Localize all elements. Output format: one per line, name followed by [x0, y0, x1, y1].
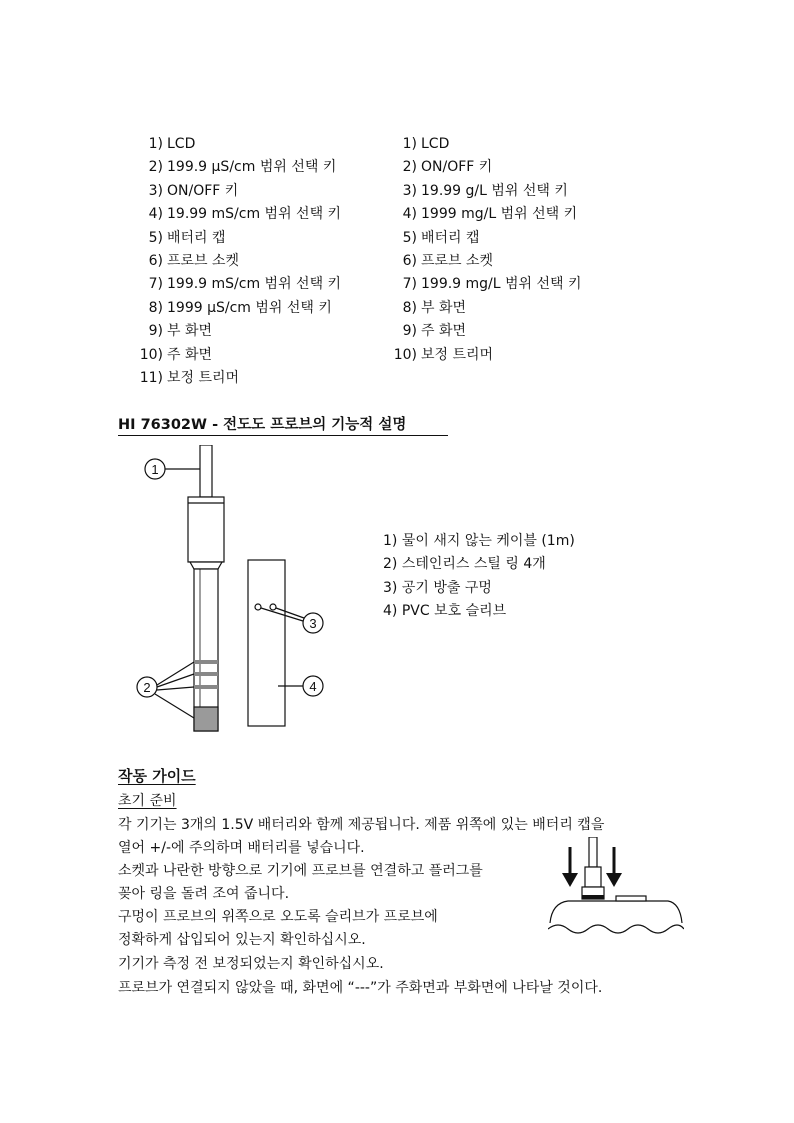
list-item: 10) 주 화면 [139, 346, 213, 363]
list-item: 5) 배터리 캡 [148, 229, 226, 246]
guide-line: 소켓과 나란한 방향으로 기기에 프로브를 연결하고 플러그를 [118, 863, 483, 879]
list-item: 3) ON/OFF 키 [148, 182, 239, 199]
list-item: 1) LCD [402, 136, 450, 152]
list-item: 8) 부 화면 [402, 299, 467, 316]
guide-line: 구멍이 프로브의 위쪽으로 오도록 슬리브가 프로브에 [118, 909, 438, 925]
list-item: 2) 199.9 μS/cm 범위 선택 키 [148, 159, 337, 176]
meter-top [550, 901, 682, 923]
callout-2-leader [155, 694, 194, 718]
probe-neck [190, 562, 222, 569]
list-item: 7) 199.9 mg/L 범위 선택 키 [402, 276, 582, 293]
callout-2-leader [157, 687, 194, 690]
list-item: 6) 프로브 소켓 [402, 253, 494, 270]
probe-insertion-illustration [548, 837, 684, 937]
legend-item: 2) 스테인리스 스틸 링 4개 [383, 556, 546, 573]
probe-legend [383, 530, 575, 624]
legend-item: 1) 물이 새지 않는 케이블 (1m) [383, 533, 575, 549]
plug-body [585, 867, 601, 887]
list-item: 11) 보정 트리머 [139, 370, 240, 387]
probe-sleeve [248, 560, 285, 726]
list-item: 10) 보정 트리머 [393, 346, 494, 363]
vent-hole [270, 604, 276, 610]
legend-item: 4) PVC 보호 슬리브 [383, 603, 507, 620]
vent-hole [255, 604, 261, 610]
list-item: 4) 19.99 mS/cm 범위 선택 키 [148, 206, 342, 223]
list-item: 4) 1999 mg/L 범위 선택 키 [402, 206, 578, 223]
guide-line: 각 기기는 3개의 1.5V 배터리와 함께 제공됩니다. 제품 위쪽에 있는 배터리 캡을 [118, 817, 605, 833]
list-item: 2) ON/OFF 키 [402, 159, 493, 176]
plug-ring-band [582, 895, 604, 899]
guide-line: 프로브가 연결되지 않았을 때, 화면에 “---”가 주화면과 부화면에 나타날 것이다. [118, 980, 603, 996]
guide-line: 기기가 측정 전 보정되었는지 확인하십시오. [118, 956, 384, 972]
callout-2-leader [157, 662, 194, 685]
probe-ring [194, 660, 218, 664]
list-item: 7) 199.9 mS/cm 범위 선택 키 [148, 276, 342, 293]
meter-cap [616, 896, 646, 901]
parts-list-right [393, 133, 582, 367]
probe-cable [200, 445, 212, 497]
parts-list-left [139, 133, 341, 390]
list-item: 3) 19.99 g/L 범위 선택 키 [402, 182, 568, 199]
down-arrow-icon [606, 873, 622, 887]
list-item: 9) 부 화면 [148, 323, 213, 340]
list-item: 8) 1999 μS/cm 범위 선택 키 [148, 299, 332, 316]
callout-2-leader [157, 674, 194, 687]
probe-ring [194, 685, 218, 689]
guide-line: 꽂아 링을 돌려 조여 줍니다. [118, 886, 290, 902]
callout-3-label: 3 [309, 616, 317, 631]
probe-tip [194, 707, 218, 731]
down-arrow-icon [562, 873, 578, 887]
list-item: 1) LCD [148, 136, 196, 152]
guide-title: 작동 가이드 [118, 767, 196, 785]
guide-line: 정확하게 삽입되어 있는지 확인하십시오. [118, 932, 366, 948]
callout-2-label: 2 [143, 680, 151, 695]
legend-item: 3) 공기 방출 구멍 [383, 579, 492, 596]
meter-break-line [548, 925, 684, 933]
plug-cable [589, 837, 597, 867]
callout-4-label: 4 [309, 679, 317, 694]
callout-1-label: 1 [151, 462, 159, 477]
guide-line: 열어 +/-에 주의하며 배터리를 넣습니다. [118, 840, 365, 856]
probe-diagram [120, 445, 360, 745]
list-item: 5) 배터리 캡 [402, 229, 480, 246]
probe-ring [194, 672, 218, 676]
probe-section-title: HI 76302W - 전도도 프로브의 기능적 설명 [118, 413, 448, 436]
probe-handle [188, 497, 224, 562]
list-item: 9) 주 화면 [402, 323, 467, 340]
guide-subtitle: 초기 준비 [118, 793, 177, 809]
list-item: 6) 프로브 소켓 [148, 253, 240, 270]
